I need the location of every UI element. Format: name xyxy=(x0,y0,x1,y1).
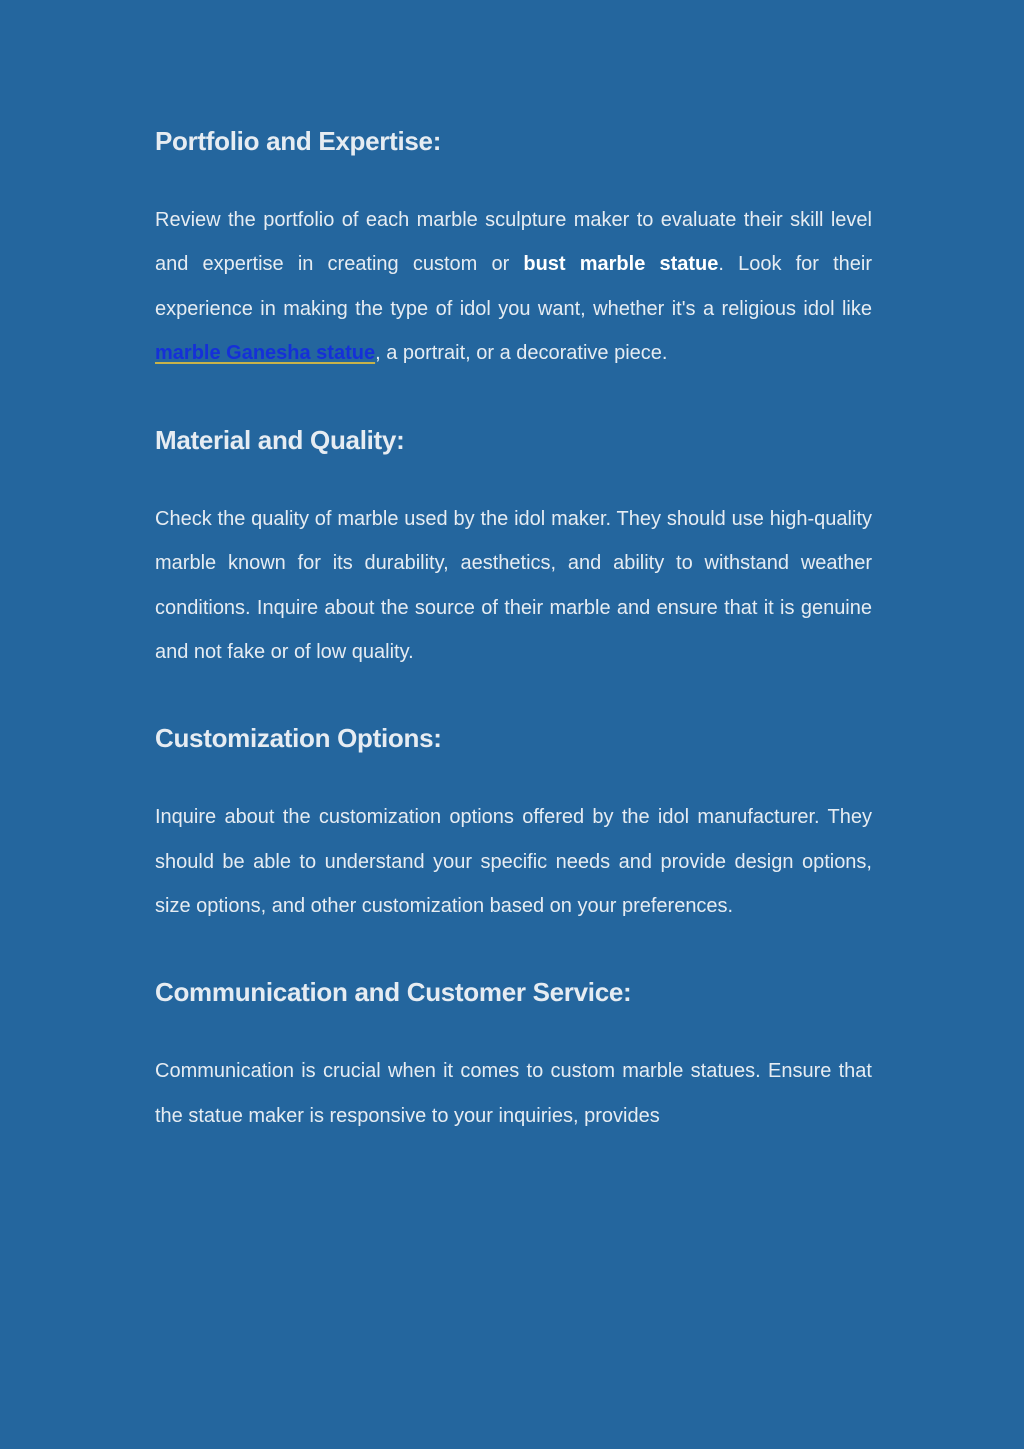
section-heading: Communication and Customer Service: xyxy=(155,977,632,1008)
section-heading: Material and Quality: xyxy=(155,425,405,456)
section-heading: Portfolio and Expertise: xyxy=(155,126,442,156)
section-customization xyxy=(155,709,872,928)
section-communication xyxy=(155,963,872,1138)
section-paragraph xyxy=(155,198,872,375)
document-content xyxy=(155,112,872,1138)
section-material xyxy=(155,411,872,674)
bold-term: bust marble statue xyxy=(523,253,719,276)
ganesha-statue-link[interactable]: marble Ganesha statue xyxy=(155,341,376,364)
paragraph-text: Review the portfolio of each marble sculpture maker to evaluate their skill level and expertise in creating custom or xyxy=(155,209,872,276)
section-paragraph: Communication is crucial when it comes to custom marble statues. Ensure that the statue maker is responsive to your inquiries, provides xyxy=(155,1060,872,1127)
section-paragraph: Check the quality of marble used by the idol maker. They should use high-quality marble known for its durability, aesthetics, and ability to withstand weather conditions. Inquire about the source of their marble and ensure that it is genuine and not fake or of low quality. xyxy=(155,508,872,664)
paragraph-text: , a portrait, or a decorative piece. xyxy=(375,341,668,364)
section-paragraph: Inquire about the customization options offered by the idol manufacturer. They should be able to understand your specific needs and provide design options, size options, and other customization based on your preferences. xyxy=(155,806,872,917)
section-portfolio xyxy=(155,112,872,375)
section-heading: Customization Options: xyxy=(155,723,442,754)
paragraph-text: . Look for their experience in making the type of idol you want, whether it's a religious idol like xyxy=(155,253,873,320)
